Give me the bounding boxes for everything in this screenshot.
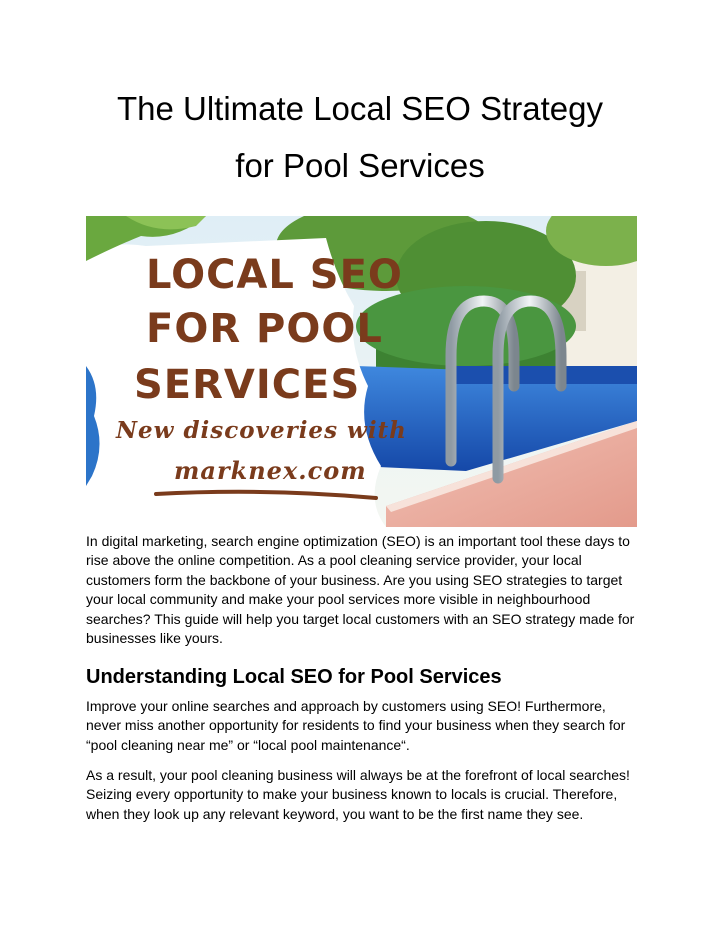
hero-line-1: LOCAL SEO bbox=[146, 252, 403, 298]
hero-line-3: SERVICES bbox=[134, 362, 361, 408]
hero-line-2: FOR POOL bbox=[146, 306, 383, 352]
hero-illustration bbox=[86, 216, 637, 527]
section-paragraph-1: Improve your online searches and approach by customers using SEO! Furthermore, never miss another opportunity for residents to find your business when they search for “pool cleaning near me” or “local pool maintenance“. bbox=[86, 698, 626, 753]
section-paragraph-2: As a result, your pool cleaning business will always be at the forefront of local searches! Seizing every opportunity to make your business known to locals is crucial. Therefore, when they look up any relevant keyword, you want to be the first name they see. bbox=[86, 767, 630, 822]
hero-line-4: New discoveries with bbox=[116, 417, 407, 444]
title-line-1: The Ultimate Local SEO Strategy bbox=[116, 90, 604, 127]
hero-line-5: marknex.com bbox=[174, 456, 367, 485]
section-heading: Understanding Local SEO for Pool Services bbox=[86, 666, 502, 688]
document-title bbox=[60, 80, 660, 194]
title-line-2: for Pool Services bbox=[235, 147, 485, 184]
intro-paragraph: In digital marketing, search engine optimization (SEO) is an important tool these days to rise above the online competition. As a pool cleaning service provider, your local customers form the backbone of your business. Are you using SEO strategies to target your local community and make your pool services more visible in neighbourhood searches? This guide will help you target local customers with an SEO strategy made for businesses like yours. bbox=[86, 533, 635, 647]
hero-image bbox=[86, 216, 637, 527]
